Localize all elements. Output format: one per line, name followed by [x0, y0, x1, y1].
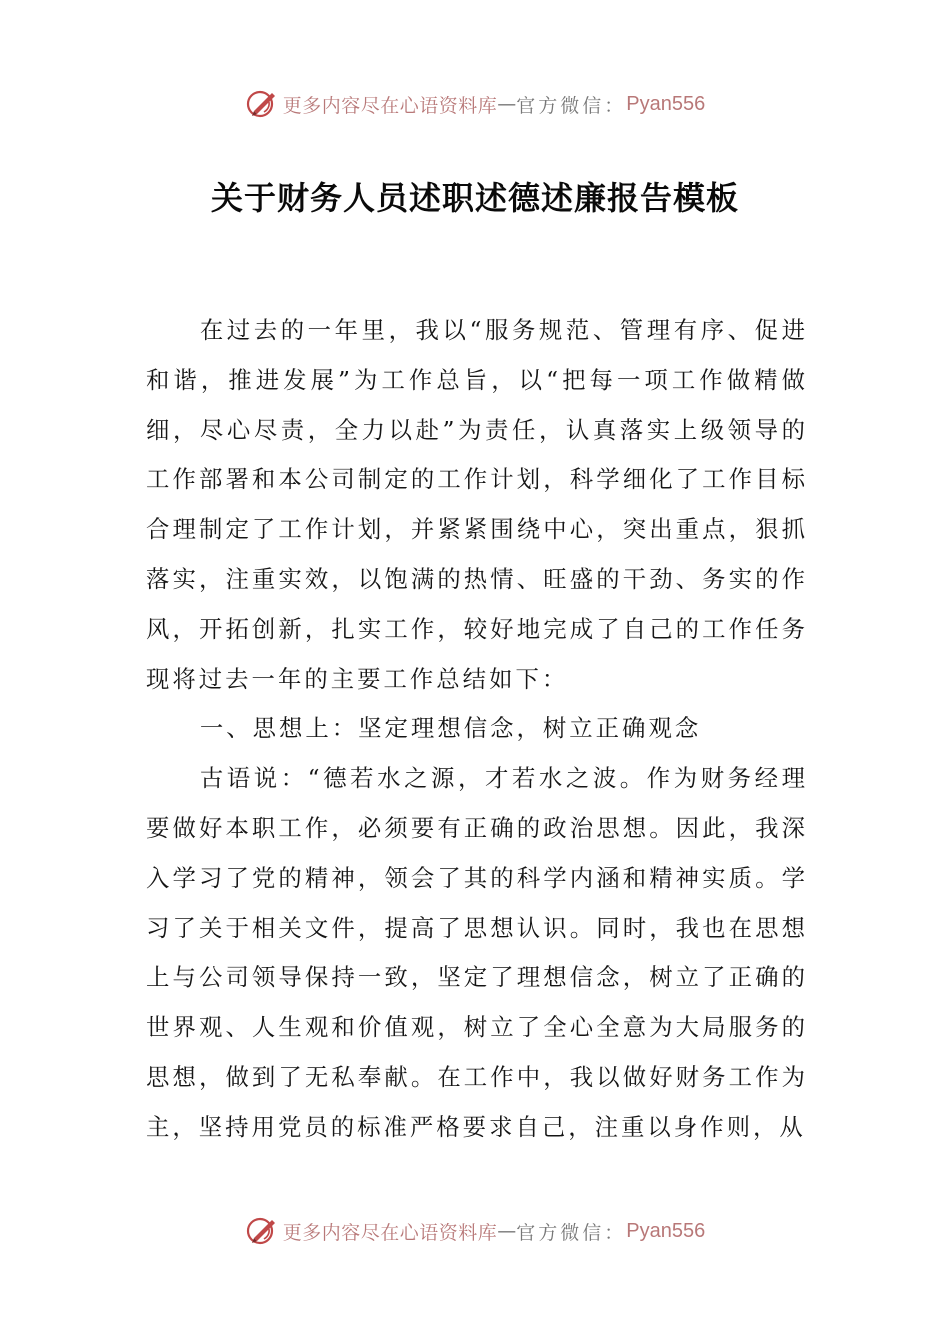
paragraph-intro: 在过去的一年里，我以“服务规范、管理有序、促进和谐，推进发展”为工作总旨，以“把每一项工作做精做细，尽心尽责，全力以赴”为责任，认真落实上级领导的工作部署和本公司制定的工作计划，科学细化了工作目标合理制定了工作计划，并紧紧围绕中心，突出重点，狠抓落实，注重实效，以饱满的热情、旺盛的干劲、务实的作风，开拓创新，扎实工作，较好地完成了自己的工作任务现将过去一年的主要工作总结如下： — [146, 316, 808, 693]
footer-banner — [0, 1211, 950, 1251]
pen-logo-icon — [245, 1214, 279, 1248]
banner-site-text: 更多内容尽在心语资料库 — [282, 1221, 498, 1244]
paragraph-thought: 古语说：“德若水之源，才若水之波。作为财务经理要做好本职工作，必须要有正确的政治思想。因此，我深入学习了党的精神，领会了其的科学内涵和精神实质。学习了关于相关文件，提高了思想认识。同时，我也在思想上与公司领导保持一致，坚定了理想信念，树立了正确的世界观、人生观和价值观，树立了全心全意为大局服务的思想，做到了无私奉献。在工作中，我以做好财务工作为主，坚持用党员的标准严格要求自己，注重以身作则，从 — [146, 764, 808, 1141]
document-title: 关于财务人员述职述德述廉报告模板 — [210, 179, 739, 217]
banner-dash: — — [497, 1220, 517, 1242]
section-heading: 一、思想上：坚定理想信念，树立正确观念 — [199, 714, 702, 743]
banner-wechat-label: 官方微信： — [516, 1221, 627, 1244]
banner-wechat-id: Pyan556 — [626, 92, 706, 115]
banner-site-text: 更多内容尽在心语资料库 — [282, 94, 498, 117]
banner-wechat-id: Pyan556 — [626, 1219, 706, 1242]
banner-wechat-label: 官方微信： — [516, 94, 627, 117]
banner-dash: — — [497, 93, 517, 115]
pen-logo-icon — [245, 87, 279, 121]
document-body — [146, 306, 808, 1153]
header-banner — [0, 84, 950, 124]
